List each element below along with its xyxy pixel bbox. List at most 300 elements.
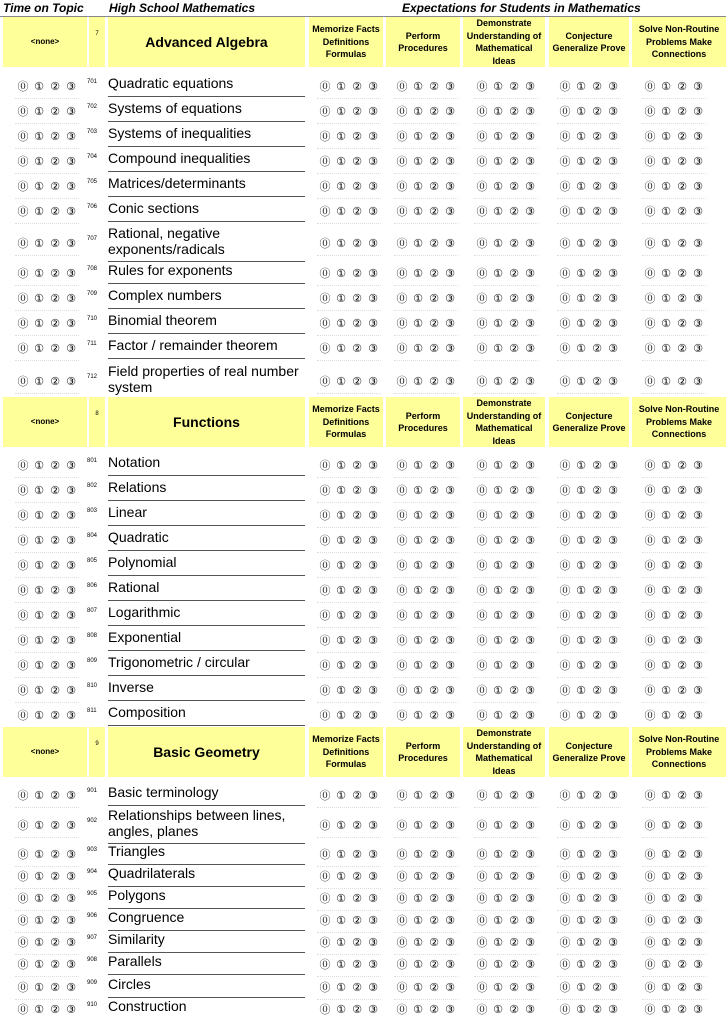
rating-bubble[interactable]: ⓪ xyxy=(644,509,656,522)
rating-bubble[interactable]: ① xyxy=(413,958,423,971)
rating-bubble[interactable]: ⓪ xyxy=(559,205,571,218)
rating-bubble[interactable]: ③ xyxy=(608,180,618,193)
rating-bubble[interactable]: ① xyxy=(661,80,671,93)
rating-bubble[interactable]: ② xyxy=(592,375,602,388)
rating-bubble[interactable]: ⓪ xyxy=(559,317,571,330)
rating-bubble[interactable]: ② xyxy=(50,509,60,522)
rating-bubble[interactable]: ③ xyxy=(525,375,535,388)
rating-bubble[interactable]: ③ xyxy=(693,981,703,994)
rating-bubble[interactable]: ② xyxy=(50,981,60,994)
rating-bubble[interactable]: ⓪ xyxy=(476,981,488,994)
rating-bubble[interactable]: ③ xyxy=(445,609,455,622)
rating-bubble[interactable]: ③ xyxy=(525,155,535,168)
rating-bubble[interactable]: ① xyxy=(34,459,44,472)
rating-bubble[interactable]: ⓪ xyxy=(396,105,408,118)
rating-bubble[interactable]: ⓪ xyxy=(17,609,29,622)
rating-bubble[interactable]: ① xyxy=(661,484,671,497)
rating-bubble[interactable]: ③ xyxy=(368,819,378,832)
rating-bubble[interactable]: ③ xyxy=(66,267,76,280)
rating-bubble[interactable]: ② xyxy=(509,1003,519,1016)
rating-bubble[interactable]: ② xyxy=(677,870,687,883)
rating-bubble[interactable]: ③ xyxy=(445,981,455,994)
rating-bubble[interactable]: ① xyxy=(34,848,44,861)
rating-bubble[interactable]: ⓪ xyxy=(396,981,408,994)
rating-bubble[interactable]: ① xyxy=(576,180,586,193)
rating-bubble[interactable]: ② xyxy=(592,180,602,193)
rating-bubble[interactable]: ② xyxy=(509,180,519,193)
rating-bubble[interactable]: ③ xyxy=(66,870,76,883)
rating-bubble[interactable]: ① xyxy=(413,180,423,193)
rating-bubble[interactable]: ③ xyxy=(525,237,535,250)
rating-bubble[interactable]: ② xyxy=(677,509,687,522)
rating-bubble[interactable]: ② xyxy=(677,180,687,193)
rating-bubble[interactable]: ⓪ xyxy=(644,267,656,280)
rating-bubble[interactable]: ⓪ xyxy=(17,659,29,672)
rating-bubble[interactable]: ③ xyxy=(693,105,703,118)
rating-bubble[interactable]: ① xyxy=(336,375,346,388)
rating-bubble[interactable]: ③ xyxy=(608,892,618,905)
rating-bubble[interactable]: ③ xyxy=(368,155,378,168)
rating-bubble[interactable]: ⓪ xyxy=(476,1003,488,1016)
rating-bubble[interactable]: ① xyxy=(576,684,586,697)
rating-bubble[interactable]: ① xyxy=(34,789,44,802)
rating-bubble[interactable]: ⓪ xyxy=(319,709,331,722)
rating-bubble[interactable]: ① xyxy=(661,914,671,927)
rating-bubble[interactable]: ③ xyxy=(693,914,703,927)
rating-bubble[interactable]: ② xyxy=(352,870,362,883)
rating-bubble[interactable]: ① xyxy=(493,342,503,355)
rating-bubble[interactable]: ② xyxy=(429,559,439,572)
rating-bubble[interactable]: ② xyxy=(509,789,519,802)
rating-bubble[interactable]: ② xyxy=(509,848,519,861)
rating-bubble[interactable]: ① xyxy=(413,609,423,622)
rating-bubble[interactable]: ⓪ xyxy=(396,892,408,905)
rating-bubble[interactable]: ① xyxy=(493,892,503,905)
rating-bubble[interactable]: ② xyxy=(352,659,362,672)
rating-bubble[interactable]: ⓪ xyxy=(396,634,408,647)
rating-bubble[interactable]: ① xyxy=(661,509,671,522)
rating-bubble[interactable]: ① xyxy=(661,634,671,647)
rating-bubble[interactable]: ③ xyxy=(693,237,703,250)
rating-bubble[interactable]: ① xyxy=(493,958,503,971)
rating-bubble[interactable]: ① xyxy=(413,130,423,143)
rating-bubble[interactable]: ① xyxy=(661,892,671,905)
rating-bubble[interactable]: ② xyxy=(592,892,602,905)
rating-bubble[interactable]: ① xyxy=(336,559,346,572)
rating-bubble[interactable]: ③ xyxy=(368,237,378,250)
rating-bubble[interactable]: ② xyxy=(352,981,362,994)
rating-bubble[interactable]: ③ xyxy=(445,534,455,547)
rating-bubble[interactable]: ② xyxy=(50,317,60,330)
rating-bubble[interactable]: ③ xyxy=(608,459,618,472)
rating-bubble[interactable]: ⓪ xyxy=(396,459,408,472)
rating-bubble[interactable]: ⓪ xyxy=(476,342,488,355)
rating-bubble[interactable]: ② xyxy=(352,1003,362,1016)
rating-bubble[interactable]: ② xyxy=(592,914,602,927)
rating-bubble[interactable]: ③ xyxy=(608,958,618,971)
rating-bubble[interactable]: ⓪ xyxy=(319,936,331,949)
rating-bubble[interactable]: ① xyxy=(661,936,671,949)
rating-bubble[interactable]: ⓪ xyxy=(476,317,488,330)
rating-bubble[interactable]: ② xyxy=(50,267,60,280)
rating-bubble[interactable]: ③ xyxy=(368,534,378,547)
rating-bubble[interactable]: ⓪ xyxy=(396,292,408,305)
rating-bubble[interactable]: ③ xyxy=(66,155,76,168)
rating-bubble[interactable]: ① xyxy=(661,870,671,883)
rating-bubble[interactable]: ③ xyxy=(525,130,535,143)
rating-bubble[interactable]: ② xyxy=(592,237,602,250)
rating-bubble[interactable]: ② xyxy=(352,609,362,622)
rating-bubble[interactable]: ⓪ xyxy=(559,80,571,93)
rating-bubble[interactable]: ③ xyxy=(66,789,76,802)
rating-bubble[interactable]: ⓪ xyxy=(319,484,331,497)
rating-bubble[interactable]: ① xyxy=(493,484,503,497)
rating-bubble[interactable]: ③ xyxy=(66,534,76,547)
rating-bubble[interactable]: ⓪ xyxy=(17,459,29,472)
rating-bubble[interactable]: ② xyxy=(592,659,602,672)
rating-bubble[interactable]: ③ xyxy=(445,130,455,143)
rating-bubble[interactable]: ③ xyxy=(445,267,455,280)
rating-bubble[interactable]: ③ xyxy=(368,205,378,218)
rating-bubble[interactable]: ① xyxy=(493,155,503,168)
rating-bubble[interactable]: ② xyxy=(509,709,519,722)
rating-bubble[interactable]: ① xyxy=(576,155,586,168)
rating-bubble[interactable]: ① xyxy=(493,936,503,949)
rating-bubble[interactable]: ② xyxy=(50,819,60,832)
rating-bubble[interactable]: ⓪ xyxy=(476,534,488,547)
rating-bubble[interactable]: ② xyxy=(509,267,519,280)
rating-bubble[interactable]: ③ xyxy=(368,634,378,647)
rating-bubble[interactable]: ③ xyxy=(445,914,455,927)
rating-bubble[interactable]: ① xyxy=(493,180,503,193)
rating-bubble[interactable]: ① xyxy=(493,317,503,330)
rating-bubble[interactable]: ① xyxy=(336,130,346,143)
rating-bubble[interactable]: ② xyxy=(429,819,439,832)
rating-bubble[interactable]: ③ xyxy=(693,584,703,597)
rating-bubble[interactable]: ② xyxy=(677,559,687,572)
rating-bubble[interactable]: ② xyxy=(509,130,519,143)
rating-bubble[interactable]: ② xyxy=(352,789,362,802)
rating-bubble[interactable]: ② xyxy=(50,684,60,697)
rating-bubble[interactable]: ① xyxy=(336,584,346,597)
rating-bubble[interactable]: ⓪ xyxy=(17,317,29,330)
rating-bubble[interactable]: ② xyxy=(677,584,687,597)
rating-bubble[interactable]: ③ xyxy=(693,609,703,622)
rating-bubble[interactable]: ② xyxy=(50,848,60,861)
rating-bubble[interactable]: ⓪ xyxy=(476,130,488,143)
rating-bubble[interactable]: ③ xyxy=(368,292,378,305)
rating-bubble[interactable]: ② xyxy=(509,105,519,118)
rating-bubble[interactable]: ② xyxy=(677,105,687,118)
rating-bubble[interactable]: ③ xyxy=(368,870,378,883)
rating-bubble[interactable]: ⓪ xyxy=(17,292,29,305)
rating-bubble[interactable]: ① xyxy=(413,1003,423,1016)
rating-bubble[interactable]: ③ xyxy=(608,584,618,597)
rating-bubble[interactable]: ① xyxy=(661,659,671,672)
rating-bubble[interactable]: ③ xyxy=(693,342,703,355)
rating-bubble[interactable]: ③ xyxy=(368,105,378,118)
rating-bubble[interactable]: ① xyxy=(576,80,586,93)
rating-bubble[interactable]: ③ xyxy=(445,789,455,802)
rating-bubble[interactable]: ③ xyxy=(693,936,703,949)
rating-bubble[interactable]: ① xyxy=(34,559,44,572)
rating-bubble[interactable]: ② xyxy=(352,267,362,280)
rating-bubble[interactable]: ② xyxy=(592,559,602,572)
rating-bubble[interactable]: ③ xyxy=(445,509,455,522)
rating-bubble[interactable]: ① xyxy=(34,634,44,647)
rating-bubble[interactable]: ② xyxy=(509,342,519,355)
rating-bubble[interactable]: ② xyxy=(509,559,519,572)
rating-bubble[interactable]: ⓪ xyxy=(396,205,408,218)
rating-bubble[interactable]: ② xyxy=(352,559,362,572)
rating-bubble[interactable]: ① xyxy=(336,534,346,547)
rating-bubble[interactable]: ⓪ xyxy=(17,205,29,218)
rating-bubble[interactable]: ⓪ xyxy=(396,1003,408,1016)
rating-bubble[interactable]: ① xyxy=(413,484,423,497)
rating-bubble[interactable]: ② xyxy=(352,509,362,522)
rating-bubble[interactable]: ⓪ xyxy=(319,958,331,971)
rating-bubble[interactable]: ① xyxy=(576,205,586,218)
rating-bubble[interactable]: ③ xyxy=(525,634,535,647)
rating-bubble[interactable]: ② xyxy=(429,958,439,971)
rating-bubble[interactable]: ② xyxy=(509,981,519,994)
rating-bubble[interactable]: ⓪ xyxy=(396,914,408,927)
rating-bubble[interactable]: ① xyxy=(493,130,503,143)
rating-bubble[interactable]: ⓪ xyxy=(319,155,331,168)
rating-bubble[interactable]: ⓪ xyxy=(644,936,656,949)
rating-bubble[interactable]: ③ xyxy=(66,848,76,861)
rating-bubble[interactable]: ② xyxy=(592,267,602,280)
time-none-option[interactable]: <none> xyxy=(3,727,87,777)
rating-bubble[interactable]: ⓪ xyxy=(644,342,656,355)
rating-bubble[interactable]: ⓪ xyxy=(17,267,29,280)
rating-bubble[interactable]: ⓪ xyxy=(396,584,408,597)
rating-bubble[interactable]: ② xyxy=(592,819,602,832)
rating-bubble[interactable]: ① xyxy=(34,130,44,143)
rating-bubble[interactable]: ⓪ xyxy=(644,292,656,305)
rating-bubble[interactable]: ③ xyxy=(608,981,618,994)
rating-bubble[interactable]: ③ xyxy=(525,267,535,280)
rating-bubble[interactable]: ③ xyxy=(525,958,535,971)
rating-bubble[interactable]: ③ xyxy=(693,130,703,143)
rating-bubble[interactable]: ① xyxy=(576,848,586,861)
rating-bubble[interactable]: ③ xyxy=(608,509,618,522)
rating-bubble[interactable]: ② xyxy=(352,684,362,697)
rating-bubble[interactable]: ⓪ xyxy=(644,958,656,971)
rating-bubble[interactable]: ① xyxy=(413,789,423,802)
rating-bubble[interactable]: ② xyxy=(429,237,439,250)
rating-bubble[interactable]: ① xyxy=(493,870,503,883)
rating-bubble[interactable]: ⓪ xyxy=(319,584,331,597)
rating-bubble[interactable]: ② xyxy=(352,936,362,949)
rating-bubble[interactable]: ② xyxy=(509,609,519,622)
rating-bubble[interactable]: ⓪ xyxy=(17,981,29,994)
rating-bubble[interactable]: ① xyxy=(661,130,671,143)
rating-bubble[interactable]: ② xyxy=(352,819,362,832)
rating-bubble[interactable]: ⓪ xyxy=(644,534,656,547)
rating-bubble[interactable]: ③ xyxy=(445,375,455,388)
rating-bubble[interactable]: ③ xyxy=(445,155,455,168)
rating-bubble[interactable]: ⓪ xyxy=(319,509,331,522)
rating-bubble[interactable]: ⓪ xyxy=(476,155,488,168)
rating-bubble[interactable]: ② xyxy=(429,659,439,672)
rating-bubble[interactable]: ② xyxy=(509,80,519,93)
rating-bubble[interactable]: ② xyxy=(509,509,519,522)
rating-bubble[interactable]: ① xyxy=(413,292,423,305)
rating-bubble[interactable]: ③ xyxy=(693,317,703,330)
rating-bubble[interactable]: ② xyxy=(592,317,602,330)
rating-bubble[interactable]: ⓪ xyxy=(396,484,408,497)
rating-bubble[interactable]: ① xyxy=(576,375,586,388)
rating-bubble[interactable]: ② xyxy=(50,80,60,93)
rating-bubble[interactable]: ① xyxy=(34,237,44,250)
rating-bubble[interactable]: ⓪ xyxy=(17,684,29,697)
rating-bubble[interactable]: ① xyxy=(493,634,503,647)
rating-bubble[interactable]: ② xyxy=(677,534,687,547)
rating-bubble[interactable]: ② xyxy=(429,375,439,388)
rating-bubble[interactable]: ① xyxy=(493,205,503,218)
rating-bubble[interactable]: ② xyxy=(509,870,519,883)
rating-bubble[interactable]: ⓪ xyxy=(559,634,571,647)
rating-bubble[interactable]: ② xyxy=(352,205,362,218)
rating-bubble[interactable]: ⓪ xyxy=(17,80,29,93)
rating-bubble[interactable]: ② xyxy=(509,659,519,672)
rating-bubble[interactable]: ⓪ xyxy=(644,205,656,218)
rating-bubble[interactable]: ⓪ xyxy=(396,559,408,572)
rating-bubble[interactable]: ① xyxy=(336,267,346,280)
rating-bubble[interactable]: ② xyxy=(677,634,687,647)
rating-bubble[interactable]: ② xyxy=(677,317,687,330)
rating-bubble[interactable]: ⓪ xyxy=(319,237,331,250)
rating-bubble[interactable]: ① xyxy=(34,317,44,330)
rating-bubble[interactable]: ⓪ xyxy=(476,634,488,647)
rating-bubble[interactable]: ⓪ xyxy=(476,205,488,218)
rating-bubble[interactable]: ③ xyxy=(693,267,703,280)
rating-bubble[interactable]: ⓪ xyxy=(17,789,29,802)
rating-bubble[interactable]: ② xyxy=(50,459,60,472)
rating-bubble[interactable]: ① xyxy=(336,936,346,949)
rating-bubble[interactable]: ⓪ xyxy=(319,130,331,143)
rating-bubble[interactable]: ⓪ xyxy=(644,870,656,883)
rating-bubble[interactable]: ① xyxy=(336,1003,346,1016)
rating-bubble[interactable]: ⓪ xyxy=(17,375,29,388)
rating-bubble[interactable]: ② xyxy=(429,317,439,330)
rating-bubble[interactable]: ⓪ xyxy=(476,609,488,622)
rating-bubble[interactable]: ② xyxy=(429,848,439,861)
rating-bubble[interactable]: ③ xyxy=(368,709,378,722)
rating-bubble[interactable]: ② xyxy=(592,848,602,861)
rating-bubble[interactable]: ② xyxy=(677,130,687,143)
rating-bubble[interactable]: ⓪ xyxy=(319,205,331,218)
rating-bubble[interactable]: ② xyxy=(352,709,362,722)
rating-bubble[interactable]: ⓪ xyxy=(396,267,408,280)
rating-bubble[interactable]: ① xyxy=(413,317,423,330)
rating-bubble[interactable]: ① xyxy=(493,292,503,305)
rating-bubble[interactable]: ② xyxy=(677,936,687,949)
rating-bubble[interactable]: ② xyxy=(592,509,602,522)
rating-bubble[interactable]: ② xyxy=(50,659,60,672)
rating-bubble[interactable]: ③ xyxy=(368,659,378,672)
rating-bubble[interactable]: ① xyxy=(493,659,503,672)
rating-bubble[interactable]: ③ xyxy=(693,205,703,218)
rating-bubble[interactable]: ③ xyxy=(445,180,455,193)
rating-bubble[interactable]: ⓪ xyxy=(319,848,331,861)
rating-bubble[interactable]: ① xyxy=(34,584,44,597)
rating-bubble[interactable]: ③ xyxy=(368,981,378,994)
rating-bubble[interactable]: ⓪ xyxy=(396,870,408,883)
rating-bubble[interactable]: ② xyxy=(509,534,519,547)
rating-bubble[interactable]: ① xyxy=(661,981,671,994)
rating-bubble[interactable]: ① xyxy=(34,819,44,832)
rating-bubble[interactable]: ① xyxy=(576,484,586,497)
rating-bubble[interactable]: ⓪ xyxy=(319,819,331,832)
rating-bubble[interactable]: ③ xyxy=(368,914,378,927)
rating-bubble[interactable]: ③ xyxy=(525,789,535,802)
rating-bubble[interactable]: ⓪ xyxy=(644,180,656,193)
rating-bubble[interactable]: ② xyxy=(50,1003,60,1016)
rating-bubble[interactable]: ⓪ xyxy=(17,484,29,497)
rating-bubble[interactable]: ③ xyxy=(608,292,618,305)
rating-bubble[interactable]: ③ xyxy=(525,1003,535,1016)
rating-bubble[interactable]: ⓪ xyxy=(17,130,29,143)
rating-bubble[interactable]: ③ xyxy=(445,892,455,905)
rating-bubble[interactable]: ⓪ xyxy=(476,559,488,572)
rating-bubble[interactable]: ① xyxy=(576,534,586,547)
rating-bubble[interactable]: ③ xyxy=(693,659,703,672)
rating-bubble[interactable]: ③ xyxy=(368,936,378,949)
rating-bubble[interactable]: ① xyxy=(34,609,44,622)
rating-bubble[interactable]: ② xyxy=(429,105,439,118)
rating-bubble[interactable]: ③ xyxy=(445,848,455,861)
rating-bubble[interactable]: ③ xyxy=(525,609,535,622)
rating-bubble[interactable]: ② xyxy=(677,819,687,832)
rating-bubble[interactable]: ② xyxy=(509,317,519,330)
rating-bubble[interactable]: ① xyxy=(34,684,44,697)
rating-bubble[interactable]: ① xyxy=(34,534,44,547)
rating-bubble[interactable]: ① xyxy=(576,981,586,994)
rating-bubble[interactable]: ② xyxy=(592,342,602,355)
rating-bubble[interactable]: ③ xyxy=(445,105,455,118)
rating-bubble[interactable]: ① xyxy=(576,819,586,832)
rating-bubble[interactable]: ⓪ xyxy=(644,584,656,597)
rating-bubble[interactable]: ② xyxy=(352,958,362,971)
rating-bubble[interactable]: ③ xyxy=(525,459,535,472)
rating-bubble[interactable]: ⓪ xyxy=(476,870,488,883)
rating-bubble[interactable]: ① xyxy=(34,342,44,355)
rating-bubble[interactable]: ② xyxy=(592,484,602,497)
rating-bubble[interactable]: ⓪ xyxy=(319,80,331,93)
rating-bubble[interactable]: ② xyxy=(352,634,362,647)
rating-bubble[interactable]: ① xyxy=(34,709,44,722)
rating-bubble[interactable]: ① xyxy=(661,342,671,355)
rating-bubble[interactable]: ⓪ xyxy=(644,1003,656,1016)
rating-bubble[interactable]: ③ xyxy=(66,180,76,193)
rating-bubble[interactable]: ② xyxy=(429,684,439,697)
rating-bubble[interactable]: ③ xyxy=(525,509,535,522)
rating-bubble[interactable]: ② xyxy=(677,914,687,927)
rating-bubble[interactable]: ① xyxy=(336,105,346,118)
rating-bubble[interactable]: ③ xyxy=(445,819,455,832)
rating-bubble[interactable]: ① xyxy=(661,534,671,547)
rating-bubble[interactable]: ① xyxy=(34,292,44,305)
rating-bubble[interactable]: ⓪ xyxy=(17,709,29,722)
rating-bubble[interactable]: ③ xyxy=(445,205,455,218)
rating-bubble[interactable]: ① xyxy=(493,609,503,622)
rating-bubble[interactable]: ② xyxy=(509,892,519,905)
rating-bubble[interactable]: ③ xyxy=(66,914,76,927)
rating-bubble[interactable]: ② xyxy=(677,848,687,861)
rating-bubble[interactable]: ⓪ xyxy=(319,634,331,647)
